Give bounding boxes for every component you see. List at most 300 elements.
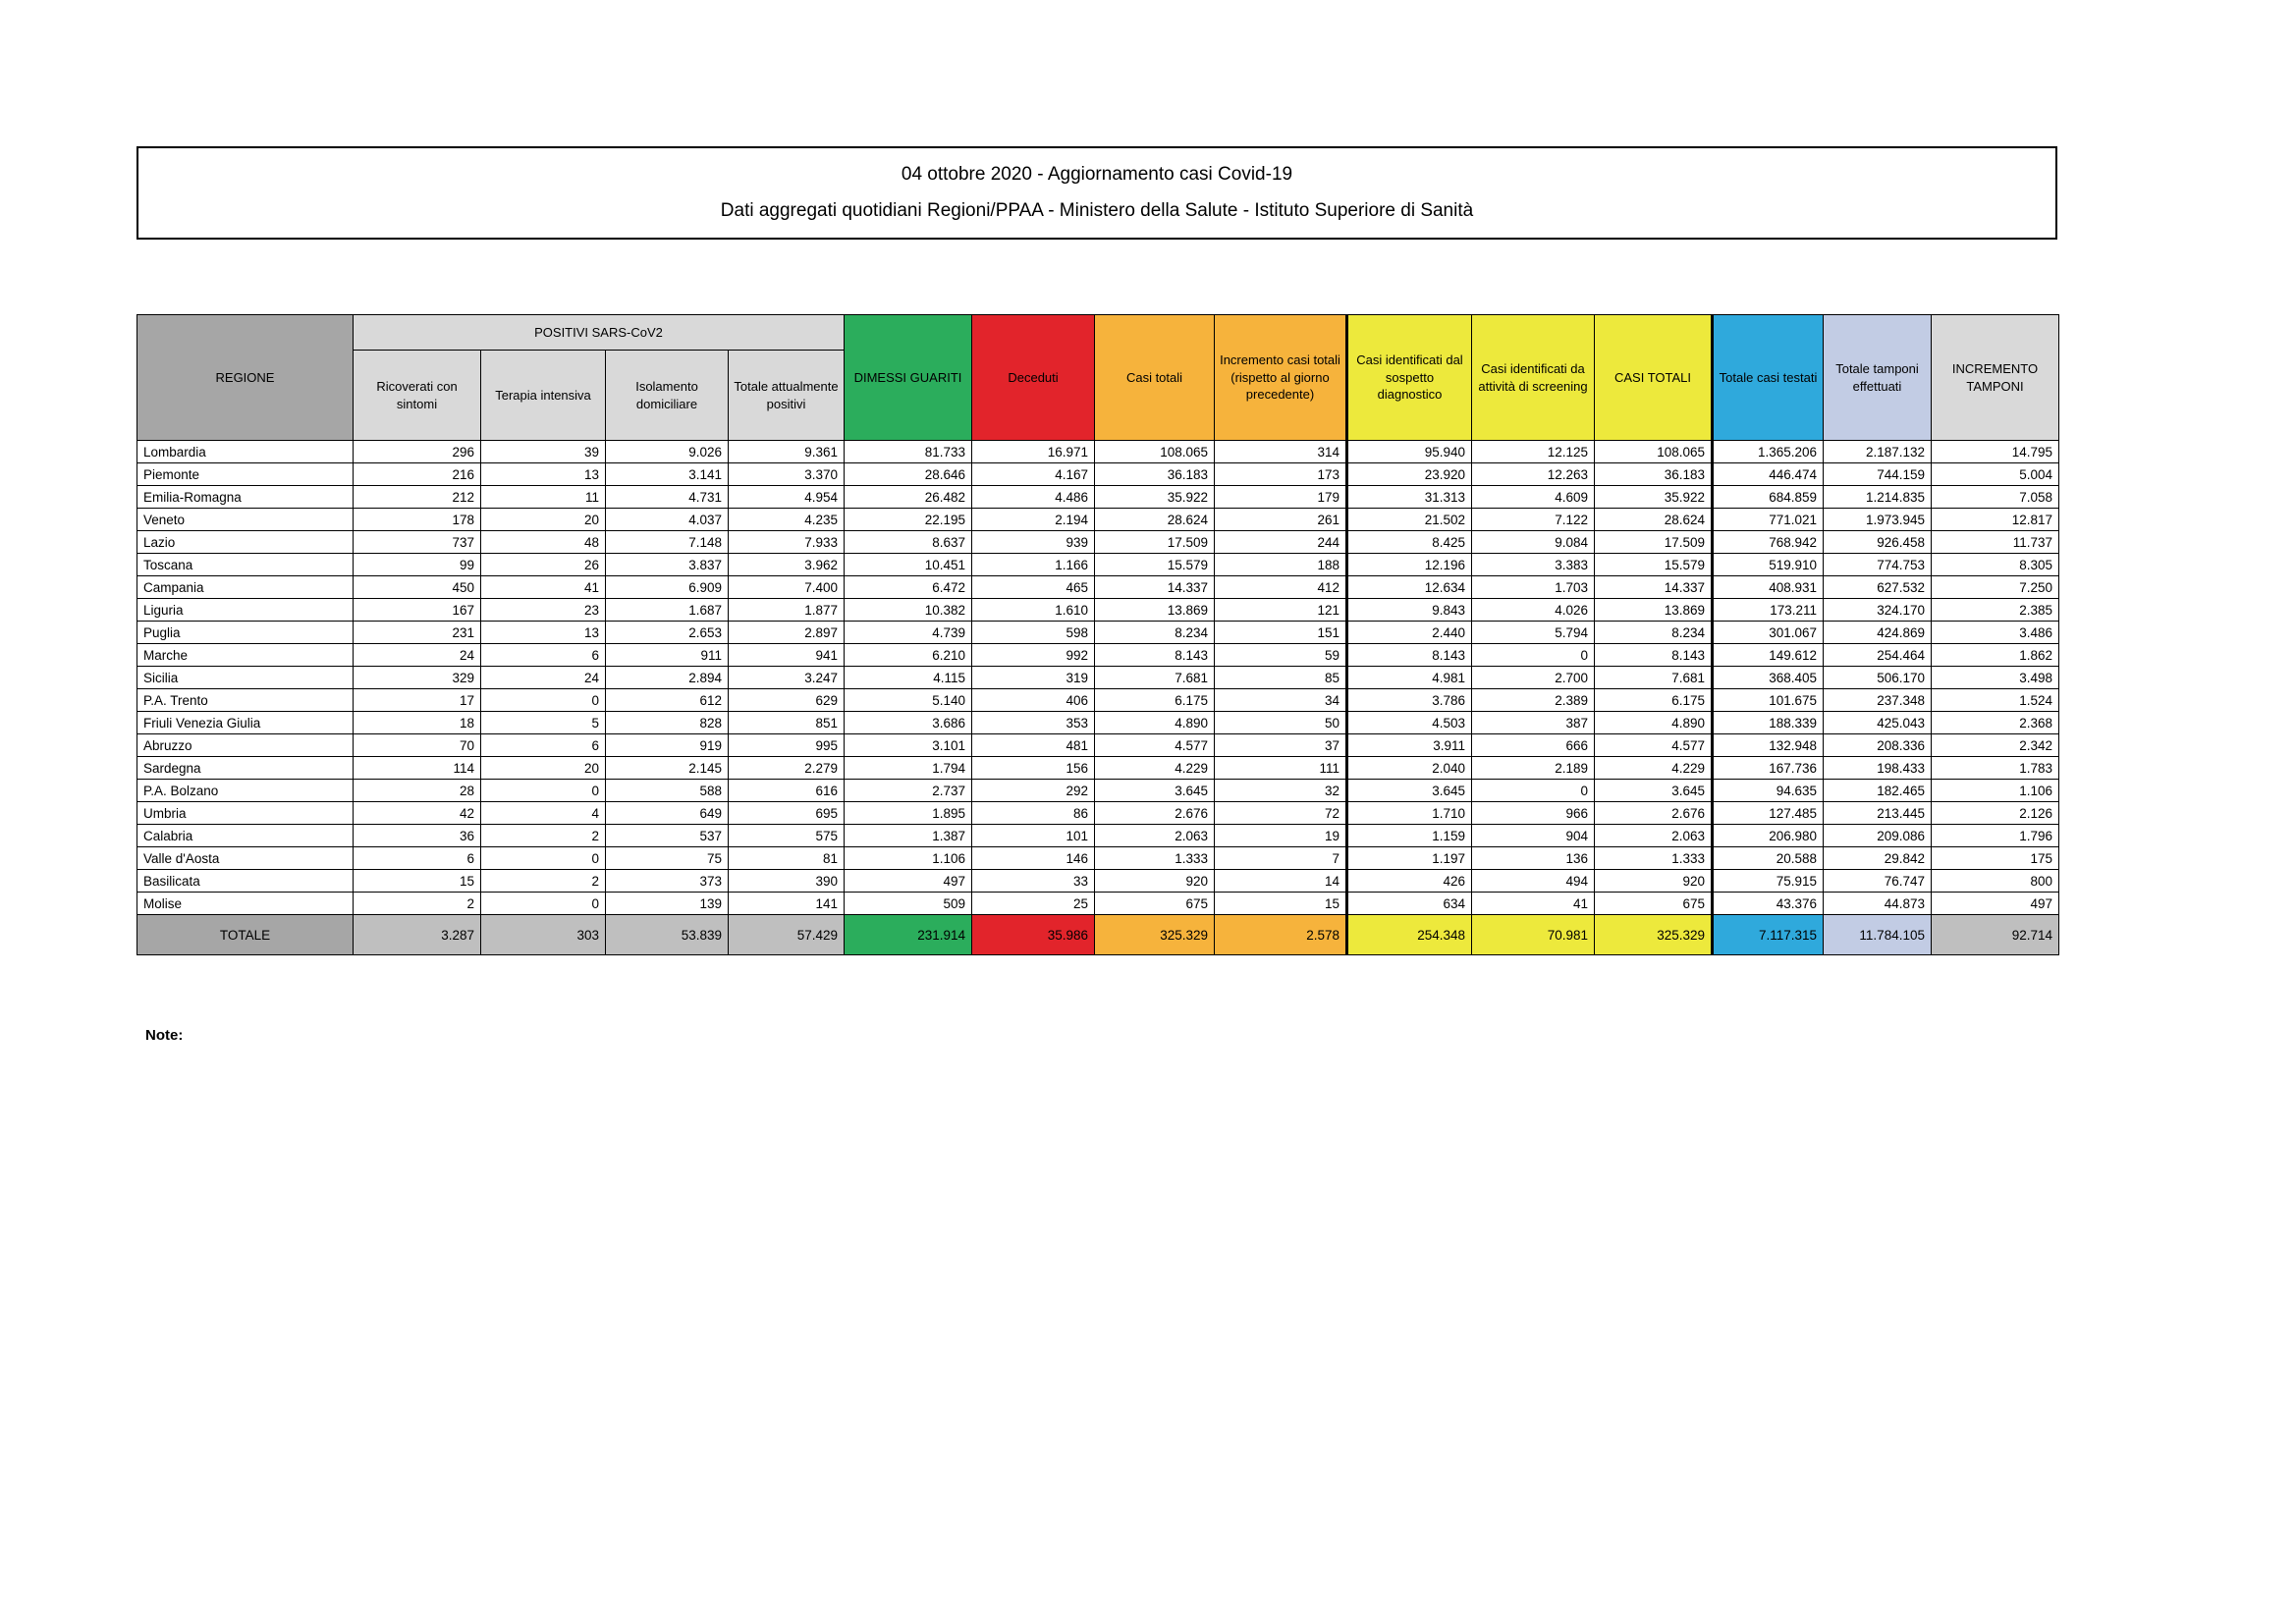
region-cell: Lazio (137, 531, 354, 554)
value-cell: 50 (1215, 712, 1347, 734)
value-cell: 1.387 (845, 825, 972, 847)
table-row (137, 712, 2059, 734)
value-cell: 616 (729, 780, 845, 802)
value-cell: 629 (729, 689, 845, 712)
value-cell: 851 (729, 712, 845, 734)
value-cell: 101.675 (1713, 689, 1824, 712)
value-cell: 1.783 (1932, 757, 2059, 780)
value-cell: 319 (972, 667, 1095, 689)
value-cell: 4.229 (1595, 757, 1713, 780)
value-cell: 151 (1215, 622, 1347, 644)
value-cell: 8.234 (1095, 622, 1215, 644)
value-cell: 108.065 (1095, 441, 1215, 463)
table-row (137, 486, 2059, 509)
value-cell: 675 (1095, 893, 1215, 915)
value-cell: 9.843 (1347, 599, 1472, 622)
value-cell: 19 (1215, 825, 1347, 847)
value-cell: 3.645 (1347, 780, 1472, 802)
value-cell: 3.370 (729, 463, 845, 486)
table-row (137, 825, 2059, 847)
value-cell: 86 (972, 802, 1095, 825)
value-cell: 4.954 (729, 486, 845, 509)
value-cell: 99 (354, 554, 481, 576)
value-cell: 173.211 (1713, 599, 1824, 622)
value-cell: 465 (972, 576, 1095, 599)
value-cell: 39 (481, 441, 606, 463)
value-cell: 59 (1215, 644, 1347, 667)
value-cell: 17.509 (1595, 531, 1713, 554)
table-row (137, 554, 2059, 576)
table-row (137, 757, 2059, 780)
value-cell: 32 (1215, 780, 1347, 802)
value-cell: 173 (1215, 463, 1347, 486)
value-cell: 992 (972, 644, 1095, 667)
region-cell: Friuli Venezia Giulia (137, 712, 354, 734)
value-cell: 966 (1472, 802, 1595, 825)
value-cell: 3.962 (729, 554, 845, 576)
value-cell: 35.922 (1095, 486, 1215, 509)
value-cell: 3.141 (606, 463, 729, 486)
value-cell: 25 (972, 893, 1095, 915)
value-cell: 20 (481, 509, 606, 531)
value-cell: 1.703 (1472, 576, 1595, 599)
total-value-cell: 254.348 (1347, 915, 1472, 955)
value-cell: 149.612 (1713, 644, 1824, 667)
total-label-cell: TOTALE (137, 915, 354, 955)
value-cell: 7 (1215, 847, 1347, 870)
value-cell: 2.653 (606, 622, 729, 644)
value-cell: 13 (481, 622, 606, 644)
value-cell: 28.624 (1095, 509, 1215, 531)
value-cell: 36.183 (1095, 463, 1215, 486)
value-cell: 675 (1595, 893, 1713, 915)
value-cell: 0 (481, 847, 606, 870)
value-cell: 4.739 (845, 622, 972, 644)
value-cell: 23.920 (1347, 463, 1472, 486)
region-cell: Marche (137, 644, 354, 667)
value-cell: 4.503 (1347, 712, 1472, 734)
value-cell: 3.247 (729, 667, 845, 689)
value-cell: 6.175 (1595, 689, 1713, 712)
value-cell: 31.313 (1347, 486, 1472, 509)
table-body (137, 441, 2059, 915)
table-foot (137, 915, 2059, 955)
title-box (137, 146, 2057, 240)
total-value-cell: 35.986 (972, 915, 1095, 955)
value-cell: 8.143 (1595, 644, 1713, 667)
value-cell: 1.687 (606, 599, 729, 622)
value-cell: 2 (481, 870, 606, 893)
value-cell: 1.610 (972, 599, 1095, 622)
value-cell: 28 (354, 780, 481, 802)
value-cell: 5.140 (845, 689, 972, 712)
value-cell: 2.040 (1347, 757, 1472, 780)
value-cell: 44.873 (1824, 893, 1932, 915)
value-cell: 101 (972, 825, 1095, 847)
value-cell: 301.067 (1713, 622, 1824, 644)
value-cell: 2.187.132 (1824, 441, 1932, 463)
value-cell: 8.234 (1595, 622, 1713, 644)
value-cell: 4.577 (1095, 734, 1215, 757)
value-cell: 3.383 (1472, 554, 1595, 576)
value-cell: 3.645 (1595, 780, 1713, 802)
value-cell: 41 (481, 576, 606, 599)
value-cell: 29.842 (1824, 847, 1932, 870)
value-cell: 537 (606, 825, 729, 847)
value-cell: 136 (1472, 847, 1595, 870)
value-cell: 744.159 (1824, 463, 1932, 486)
region-cell: Sicilia (137, 667, 354, 689)
value-cell: 121 (1215, 599, 1347, 622)
value-cell: 494 (1472, 870, 1595, 893)
value-cell: 10.382 (845, 599, 972, 622)
header-totale-casi-testati: Totale casi testati (1713, 315, 1824, 441)
value-cell: 6 (481, 644, 606, 667)
value-cell: 2.063 (1595, 825, 1713, 847)
value-cell: 2.063 (1095, 825, 1215, 847)
value-cell: 108.065 (1595, 441, 1713, 463)
value-cell: 406 (972, 689, 1095, 712)
table-row (137, 802, 2059, 825)
total-value-cell: 2.578 (1215, 915, 1347, 955)
value-cell: 7.400 (729, 576, 845, 599)
value-cell: 1.973.945 (1824, 509, 1932, 531)
value-cell: 4.026 (1472, 599, 1595, 622)
value-cell: 1.106 (1932, 780, 2059, 802)
value-cell: 141 (729, 893, 845, 915)
value-cell: 2 (481, 825, 606, 847)
region-cell: Umbria (137, 802, 354, 825)
note-label: Note: (145, 1027, 184, 1044)
value-cell: 127.485 (1713, 802, 1824, 825)
table-row (137, 622, 2059, 644)
value-cell: 12.263 (1472, 463, 1595, 486)
value-cell: 156 (972, 757, 1095, 780)
value-cell: 6.909 (606, 576, 729, 599)
value-cell: 506.170 (1824, 667, 1932, 689)
value-cell: 412 (1215, 576, 1347, 599)
value-cell: 1.333 (1095, 847, 1215, 870)
table-row (137, 599, 2059, 622)
value-cell: 926.458 (1824, 531, 1932, 554)
header-dimessi-guariti: DIMESSI GUARITI (845, 315, 972, 441)
region-cell: Calabria (137, 825, 354, 847)
value-cell: 12.196 (1347, 554, 1472, 576)
region-cell: Toscana (137, 554, 354, 576)
value-cell: 8.143 (1347, 644, 1472, 667)
value-cell: 7.148 (606, 531, 729, 554)
value-cell: 36.183 (1595, 463, 1713, 486)
value-cell: 237.348 (1824, 689, 1932, 712)
value-cell: 497 (1932, 893, 2059, 915)
value-cell: 292 (972, 780, 1095, 802)
value-cell: 695 (729, 802, 845, 825)
value-cell: 4.115 (845, 667, 972, 689)
value-cell: 296 (354, 441, 481, 463)
value-cell: 408.931 (1713, 576, 1824, 599)
value-cell: 7.058 (1932, 486, 2059, 509)
value-cell: 17 (354, 689, 481, 712)
table-row (137, 847, 2059, 870)
table-row (137, 576, 2059, 599)
value-cell: 426 (1347, 870, 1472, 893)
region-cell: Liguria (137, 599, 354, 622)
region-cell: Lombardia (137, 441, 354, 463)
value-cell: 132.948 (1713, 734, 1824, 757)
table-row (137, 780, 2059, 802)
table-row (137, 734, 2059, 757)
value-cell: 2.897 (729, 622, 845, 644)
value-cell: 1.197 (1347, 847, 1472, 870)
value-cell: 2.676 (1595, 802, 1713, 825)
total-value-cell: 325.329 (1095, 915, 1215, 955)
value-cell: 2.389 (1472, 689, 1595, 712)
total-value-cell: 53.839 (606, 915, 729, 955)
value-cell: 3.645 (1095, 780, 1215, 802)
value-cell: 15.579 (1095, 554, 1215, 576)
value-cell: 28.646 (845, 463, 972, 486)
total-value-cell: 7.117.315 (1713, 915, 1824, 955)
total-value-cell: 303 (481, 915, 606, 955)
value-cell: 939 (972, 531, 1095, 554)
value-cell: 6 (481, 734, 606, 757)
value-cell: 2.737 (845, 780, 972, 802)
value-cell: 244 (1215, 531, 1347, 554)
value-cell: 167 (354, 599, 481, 622)
header-deceduti: Deceduti (972, 315, 1095, 441)
value-cell: 666 (1472, 734, 1595, 757)
value-cell: 911 (606, 644, 729, 667)
value-cell: 7.681 (1095, 667, 1215, 689)
value-cell: 13.869 (1095, 599, 1215, 622)
region-cell: Veneto (137, 509, 354, 531)
value-cell: 904 (1472, 825, 1595, 847)
region-cell: Puglia (137, 622, 354, 644)
value-cell: 34 (1215, 689, 1347, 712)
value-cell: 920 (1095, 870, 1215, 893)
value-cell: 24 (354, 644, 481, 667)
region-cell: Piemonte (137, 463, 354, 486)
value-cell: 212 (354, 486, 481, 509)
value-cell: 20.588 (1713, 847, 1824, 870)
value-cell: 8.143 (1095, 644, 1215, 667)
header-totale-tamponi-effettuati: Totale tamponi effettuati (1824, 315, 1932, 441)
region-cell: Abruzzo (137, 734, 354, 757)
value-cell: 6.472 (845, 576, 972, 599)
region-cell: Basilicata (137, 870, 354, 893)
value-cell: 2.385 (1932, 599, 2059, 622)
value-cell: 7.250 (1932, 576, 2059, 599)
value-cell: 12.817 (1932, 509, 2059, 531)
table-row (137, 870, 2059, 893)
value-cell: 1.333 (1595, 847, 1713, 870)
value-cell: 1.794 (845, 757, 972, 780)
value-cell: 0 (481, 689, 606, 712)
value-cell: 20 (481, 757, 606, 780)
value-cell: 1.159 (1347, 825, 1472, 847)
value-cell: 3.101 (845, 734, 972, 757)
value-cell: 0 (1472, 780, 1595, 802)
value-cell: 7.933 (729, 531, 845, 554)
value-cell: 2.126 (1932, 802, 2059, 825)
value-cell: 612 (606, 689, 729, 712)
value-cell: 24 (481, 667, 606, 689)
value-cell: 390 (729, 870, 845, 893)
header-incremento-tamponi: INCREMENTO TAMPONI (1932, 315, 2059, 441)
value-cell: 1.895 (845, 802, 972, 825)
total-value-cell: 231.914 (845, 915, 972, 955)
value-cell: 314 (1215, 441, 1347, 463)
value-cell: 15 (1215, 893, 1347, 915)
value-cell: 33 (972, 870, 1095, 893)
value-cell: 588 (606, 780, 729, 802)
table-row (137, 689, 2059, 712)
value-cell: 1.877 (729, 599, 845, 622)
value-cell: 41 (1472, 893, 1595, 915)
value-cell: 198.433 (1824, 757, 1932, 780)
value-cell: 35.922 (1595, 486, 1713, 509)
value-cell: 14.337 (1595, 576, 1713, 599)
value-cell: 828 (606, 712, 729, 734)
value-cell: 575 (729, 825, 845, 847)
value-cell: 446.474 (1713, 463, 1824, 486)
title-line-1: 04 ottobre 2020 - Aggiornamento casi Covid-19 (901, 163, 1293, 185)
value-cell: 4.890 (1595, 712, 1713, 734)
value-cell: 684.859 (1713, 486, 1824, 509)
header-ricoverati-con-sintomi: Ricoverati con sintomi (354, 351, 481, 441)
value-cell: 18 (354, 712, 481, 734)
value-cell: 9.084 (1472, 531, 1595, 554)
value-cell: 7.122 (1472, 509, 1595, 531)
value-cell: 95.940 (1347, 441, 1472, 463)
value-cell: 231 (354, 622, 481, 644)
value-cell: 497 (845, 870, 972, 893)
value-cell: 26 (481, 554, 606, 576)
value-cell: 627.532 (1824, 576, 1932, 599)
header-casi-totali-caps: CASI TOTALI (1595, 315, 1713, 441)
value-cell: 209.086 (1824, 825, 1932, 847)
value-cell: 6.210 (845, 644, 972, 667)
header-isolamento-domiciliare: Isolamento domiciliare (606, 351, 729, 441)
value-cell: 17.509 (1095, 531, 1215, 554)
table-row (137, 644, 2059, 667)
value-cell: 12.125 (1472, 441, 1595, 463)
value-cell: 36 (354, 825, 481, 847)
value-cell: 1.106 (845, 847, 972, 870)
value-cell: 28.624 (1595, 509, 1713, 531)
total-value-cell: 325.329 (1595, 915, 1713, 955)
value-cell: 81.733 (845, 441, 972, 463)
value-cell: 4 (481, 802, 606, 825)
value-cell: 94.635 (1713, 780, 1824, 802)
value-cell: 0 (481, 893, 606, 915)
total-value-cell: 11.784.105 (1824, 915, 1932, 955)
value-cell: 481 (972, 734, 1095, 757)
value-cell: 2 (354, 893, 481, 915)
value-cell: 43.376 (1713, 893, 1824, 915)
region-cell: Valle d'Aosta (137, 847, 354, 870)
value-cell: 10.451 (845, 554, 972, 576)
value-cell: 48 (481, 531, 606, 554)
value-cell: 8.637 (845, 531, 972, 554)
value-cell: 85 (1215, 667, 1347, 689)
value-cell: 23 (481, 599, 606, 622)
value-cell: 111 (1215, 757, 1347, 780)
region-cell: Molise (137, 893, 354, 915)
value-cell: 3.911 (1347, 734, 1472, 757)
value-cell: 2.894 (606, 667, 729, 689)
value-cell: 768.942 (1713, 531, 1824, 554)
total-row (137, 915, 2059, 955)
value-cell: 13 (481, 463, 606, 486)
value-cell: 21.502 (1347, 509, 1472, 531)
value-cell: 368.405 (1713, 667, 1824, 689)
region-cell: P.A. Bolzano (137, 780, 354, 802)
value-cell: 4.486 (972, 486, 1095, 509)
title-line-2: Dati aggregati quotidiani Regioni/PPAA - Ministero della Salute - Istituto Superiore di Sanità (720, 200, 1474, 222)
value-cell: 146 (972, 847, 1095, 870)
covid-table (137, 314, 2059, 955)
value-cell: 8.425 (1347, 531, 1472, 554)
table-row (137, 509, 2059, 531)
value-cell: 509 (845, 893, 972, 915)
value-cell: 15 (354, 870, 481, 893)
table-row (137, 463, 2059, 486)
value-cell: 178 (354, 509, 481, 531)
value-cell: 9.361 (729, 441, 845, 463)
value-cell: 114 (354, 757, 481, 780)
value-cell: 139 (606, 893, 729, 915)
value-cell: 0 (481, 780, 606, 802)
value-cell: 12.634 (1347, 576, 1472, 599)
value-cell: 5 (481, 712, 606, 734)
value-cell: 4.731 (606, 486, 729, 509)
header-casi-sospetto-diagnostico: Casi identificati dal sospetto diagnostico (1347, 315, 1472, 441)
header-totale-attualmente-positivi: Totale attualmente positivi (729, 351, 845, 441)
value-cell: 1.862 (1932, 644, 2059, 667)
value-cell: 179 (1215, 486, 1347, 509)
value-cell: 598 (972, 622, 1095, 644)
value-cell: 11.737 (1932, 531, 2059, 554)
value-cell: 737 (354, 531, 481, 554)
value-cell: 4.167 (972, 463, 1095, 486)
value-cell: 14.337 (1095, 576, 1215, 599)
value-cell: 373 (606, 870, 729, 893)
table-row (137, 667, 2059, 689)
value-cell: 3.486 (1932, 622, 2059, 644)
value-cell: 519.910 (1713, 554, 1824, 576)
value-cell: 941 (729, 644, 845, 667)
value-cell: 3.498 (1932, 667, 2059, 689)
value-cell: 3.837 (606, 554, 729, 576)
value-cell: 2.189 (1472, 757, 1595, 780)
value-cell: 324.170 (1824, 599, 1932, 622)
value-cell: 4.235 (729, 509, 845, 531)
value-cell: 14 (1215, 870, 1347, 893)
total-value-cell: 57.429 (729, 915, 845, 955)
value-cell: 353 (972, 712, 1095, 734)
value-cell: 919 (606, 734, 729, 757)
value-cell: 1.524 (1932, 689, 2059, 712)
value-cell: 2.279 (729, 757, 845, 780)
value-cell: 26.482 (845, 486, 972, 509)
table-row (137, 531, 2059, 554)
value-cell: 4.577 (1595, 734, 1713, 757)
value-cell: 2.700 (1472, 667, 1595, 689)
value-cell: 1.214.835 (1824, 486, 1932, 509)
value-cell: 72 (1215, 802, 1347, 825)
value-cell: 8.305 (1932, 554, 2059, 576)
